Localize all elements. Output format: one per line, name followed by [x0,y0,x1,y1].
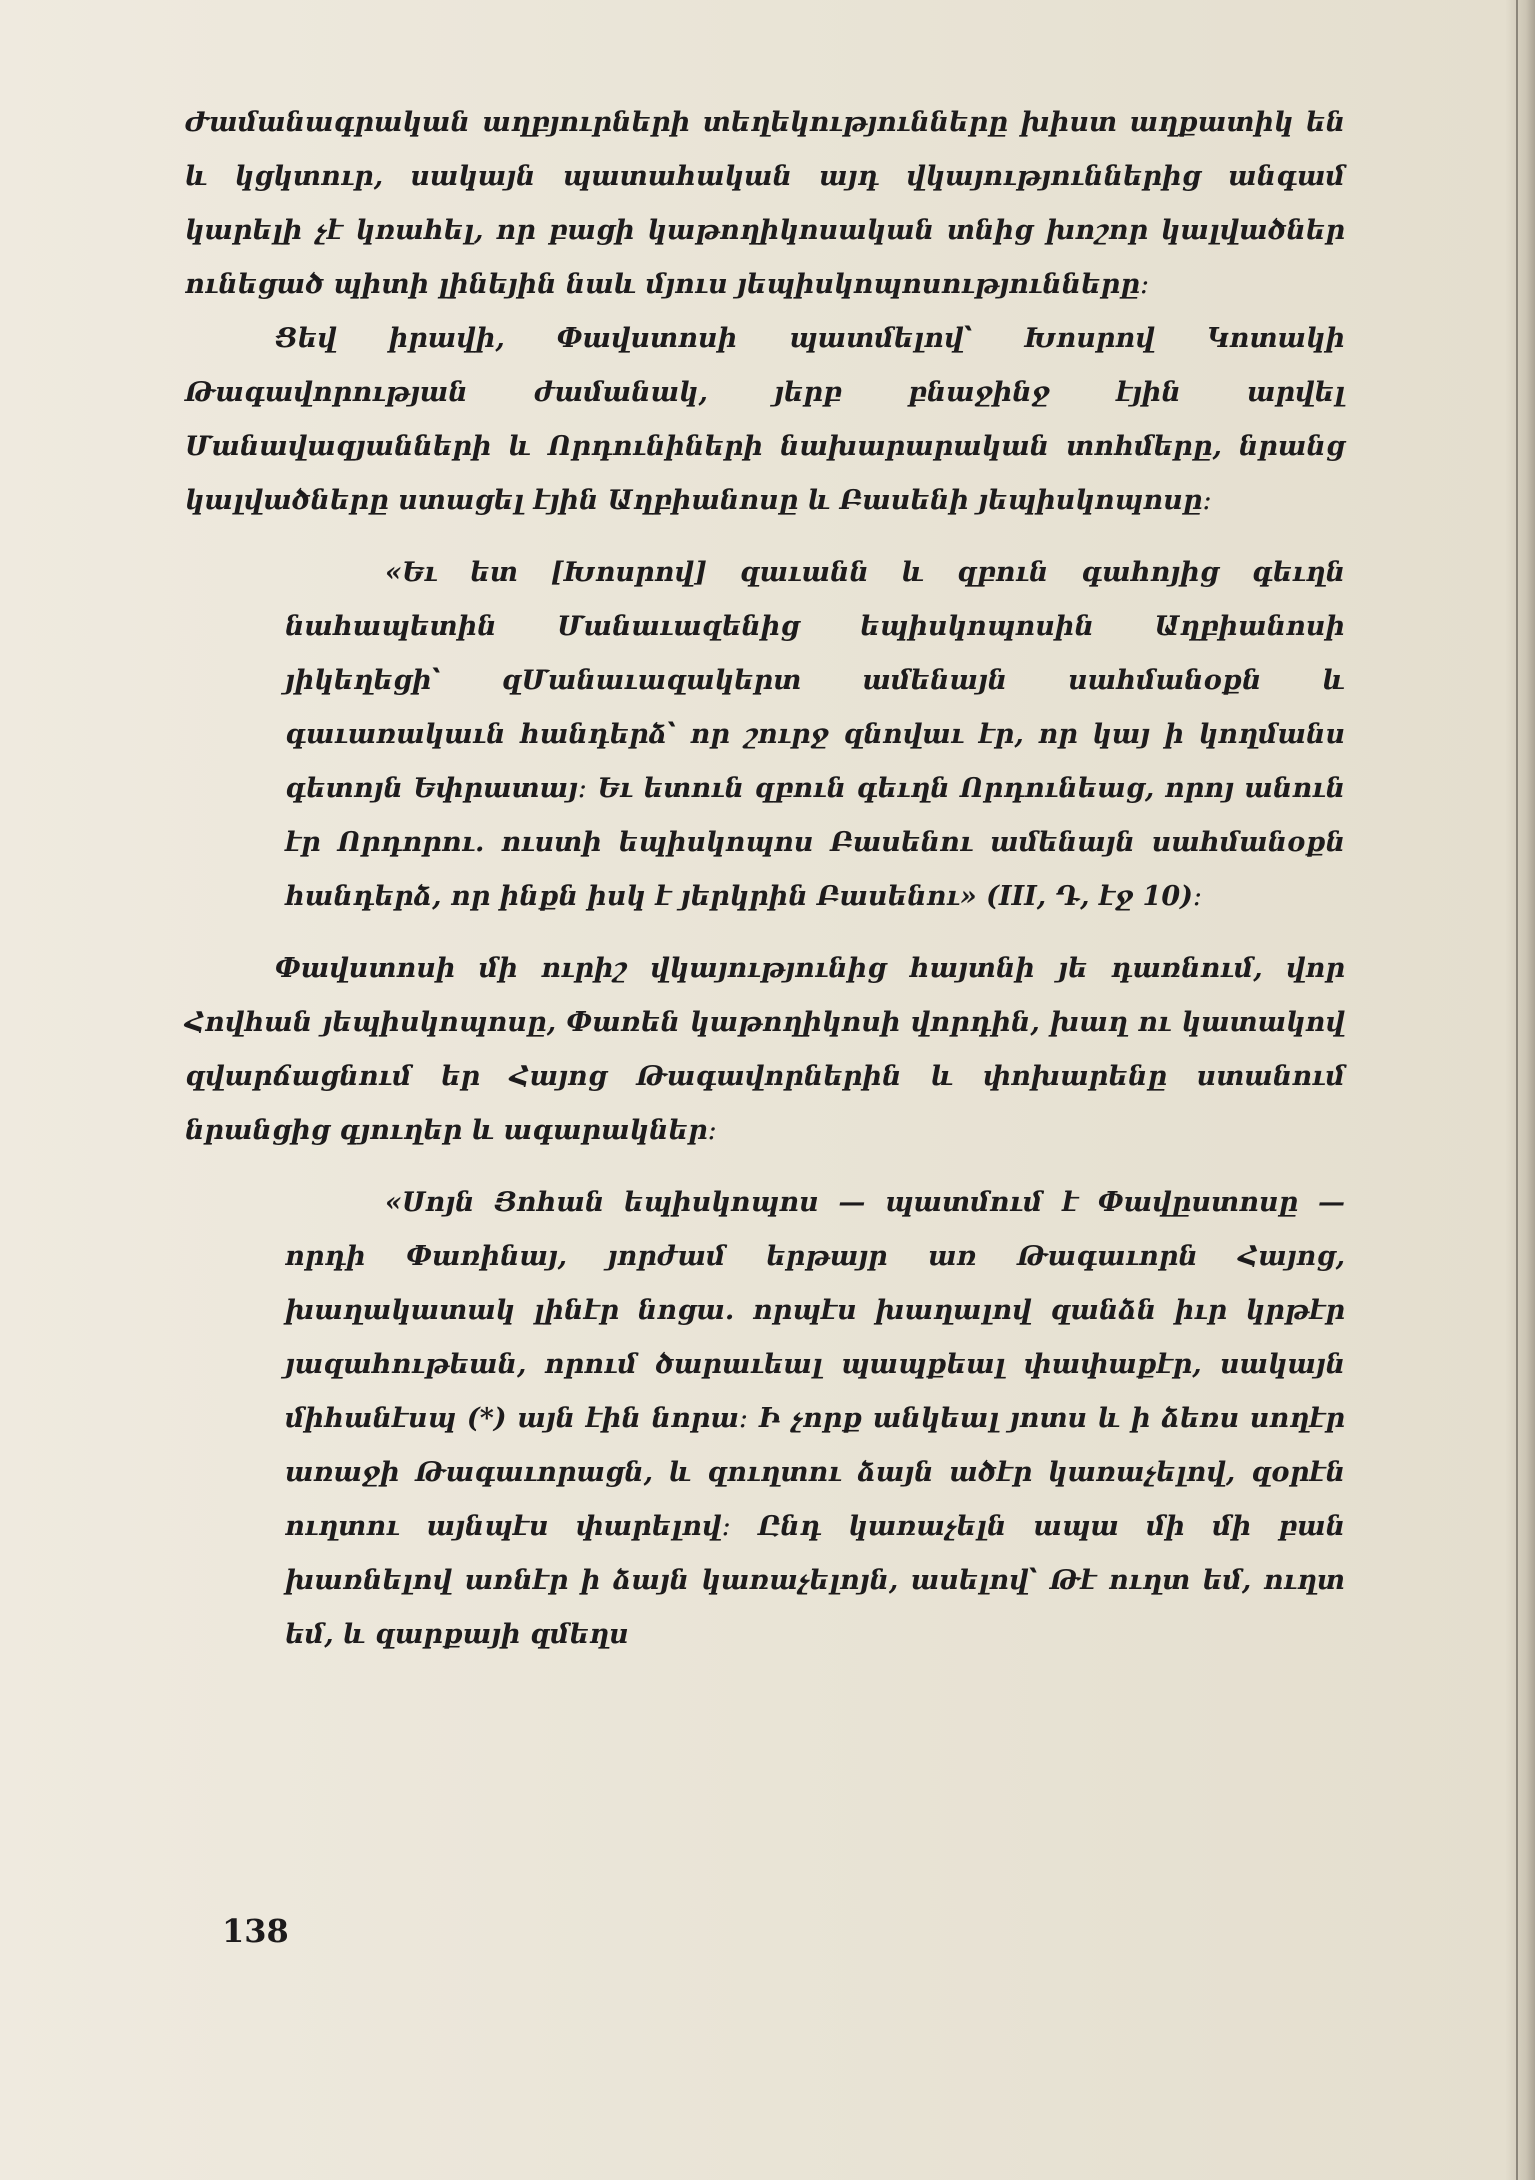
paragraph-2: Ցեվ իրավի, Փավստոսի պատմելով՝ Խոսրով Կոտակի Թագավորության ժամանակ, յերբ բնաջինջ էյին արվել Մանավազյանների և Որդունիների նախարարական տոհմերը, նրանց կալվածները ստացել էյին Աղբիանոսը և Բասենի յեպիսկոպոսը։ [185,323,1345,516]
quotation-1-text: «Եւ ետ [Խոսրով] զաւանն և զբուն գահոյից գեւղն նահապետին Մանաւազենից եպիսկոպոսին Աղբիանոսի յիկեղեցի՝ զՄանաւազակերտ ամենայն սահմանօքն և գաւառակաւն հանդերձ՝ որ շուրջ զնովաւ էր, որ կայ ի կողմանս գետոյն Եփրատայ։ Եւ ետուն զբուն գեւղն Որդունեաց, որոյ անուն էր Որդորու. ուստի եպիսկոպոս Բասենու ամենայն սահմանօքն հանդերձ, որ ինքն իսկ է յերկրին Բասենու» [285,557,1345,912]
body-text [185,96,1345,1662]
quotation-1-citation: (III, Դ, էջ 10)։ [986,881,1203,912]
quotation-2: «Սոյն Յոհան եպիսկոպոս — պատմում է Փավըստոսը — որդի Փառինայ, յորժամ երթայր առ Թագաւորն Հայոց, խաղակատակ լինէր նոցա. որպէս խաղալով զանձն իւր կրթէր յազահութեան, որում ծարաւեալ պապքեալ փափաքէր, սակայն միհանէսպ (*) այն էին նորա։ Ի չորք անկեալ յոտս և ի ձեռս սողէր առաջի Թագաւորացն, և զուղտու ձայն ածէր կառաչելով, զօրէն ուղտու այնպէս փարելով։ Ընդ կառաչելն ապա մի մի բան խառնելով առնէր ի ձայն կառաչելոյն, ասելով՝ Թէ ուղտ եմ, ուղտ եմ, և զարքայի զմեղս [285,1187,1345,1650]
page-binding-edge [1516,0,1518,2180]
paragraph-1: Ժամանագրական աղբյուրների տեղեկությունները խիստ աղքատիկ են և կցկտուր, սակայն պատահական այդ վկայություններից անգամ կարելի չէ կռահել, որ բացի կաթողիկոսական տնից խոշոր կալվածներ ունեցած պիտի լինեյին նաև մյուս յեպիսկոպոսությունները։ [185,107,1345,300]
page-number: 138 [222,1912,289,1950]
paragraph-3: Փավստոսի մի ուրիշ վկայությունից հայտնի յե դառնում, վոր Հովհան յեպիսկոպոսը, Փառեն կաթողիկոսի վորդին, խաղ ու կատակով զվարճացնում եր Հայոց Թագավորներին և փոխարենը ստանում նրանցից գյուղեր և ագարակներ։ [185,953,1345,1146]
page-edge-shadow [1505,0,1535,2180]
quotation-1 [285,546,1345,924]
